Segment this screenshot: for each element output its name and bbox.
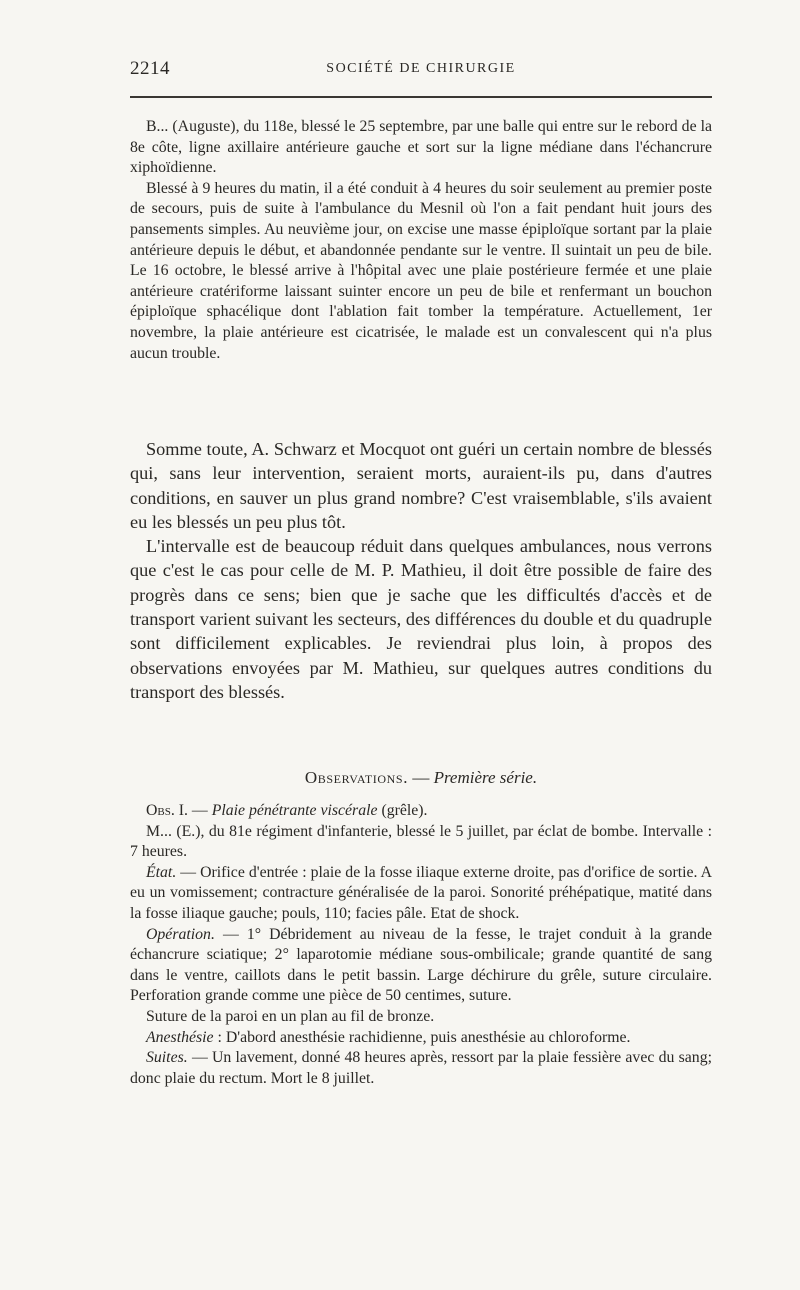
obs-note: (grêle).	[377, 802, 428, 819]
suites-text: — Un lavement, donné 48 heures après, ressort par la plaie fessière avec du sang; donc plaie du rectum. Mort le 8 juillet.	[130, 1049, 712, 1087]
observation-suites	[130, 1048, 712, 1089]
operation-text: — 1° Débridement au niveau de la fesse, le trajet conduit à la grande échancrure sciatique; 2° laparotomie médiane sous-ombilicale; grande quantité de sang dans le ventre, caillots dans le petit bassin. Large déchirure du grêle, suture circulaire. Perforation grande comme une pièce de 50 centimes, suture.	[130, 925, 712, 1005]
operation-label: Opération.	[146, 925, 215, 943]
case-report	[130, 117, 712, 364]
observation-suture: Suture de la paroi en un plan au fil de bronze.	[146, 1007, 435, 1025]
case-report-course: Blessé à 9 heures du matin, il a été conduit à 4 heures du soir seulement au premier poste de secours, puis de suite à l'ambulance du Mesnil où l'on a fait pendant huit jours des pansements simples. Au neuvième jour, on excise une masse épiploïque sortant par la plaie antérieure depuis le début, et abandonnée pendante sur le ventre. Il suintait un peu de bile. Le 16 octobre, le blessé arrive à l'hôpital avec une plaie postérieure fermée et une plaie antérieure cratériforme laissant suinter encore un peu de bile et renfermant un bouchon épiploïque sphacélique dont l'ablation fait tomber la température. Actuellement, 1er novembre, la plaie antérieure est cicatrisée, le malade est un convalescent qui n'a plus aucun trouble.	[130, 179, 712, 362]
observation-1	[130, 801, 712, 1089]
observation-anesthesie	[130, 1028, 712, 1049]
section-series: Première série.	[433, 768, 538, 787]
discussion-paragraph-1: Somme toute, A. Schwarz et Mocquot ont guéri un certain nombre de blessés qui, sans leur intervention, seraient morts, auraient-ils pu, dans d'autres conditions, en sauver un plus grand nombre? C'est vraisemblable, s'ils avaient eu les blessés un peu plus tôt.	[130, 439, 712, 532]
anesthesie-label: Anesthésie	[146, 1028, 214, 1046]
obs-label: Obs. I.	[146, 802, 188, 819]
page-number: 2214	[130, 58, 170, 79]
page-header	[130, 58, 712, 88]
obs-title: Plaie pénétrante viscérale	[211, 802, 378, 819]
anesthesie-text: : D'abord anesthésie rachidienne, puis anesthésie au chloroforme.	[213, 1028, 631, 1046]
section-label: Observations.	[304, 768, 409, 787]
discussion	[130, 437, 712, 704]
discussion-paragraph-2: L'intervalle est de beaucoup réduit dans quelques ambulances, nous verrons que c'est le cas pour celle de M. P. Mathieu, il doit être possible de faire des progrès dans ce sens; bien que je sache que les difficultés d'accès et de transport varient suivant les secteurs, des différences du double et du quadruple sont difficilement explicables. Je reviendrai plus loin, à propos des observations envoyées par M. Mathieu, sur quelques autres conditions du transport des blessés.	[130, 536, 712, 702]
obs-dash: —	[187, 802, 212, 819]
header-rule	[130, 96, 712, 98]
observation-title	[130, 801, 712, 822]
etat-text: — Orifice d'entrée : plaie de la fosse iliaque externe droite, pas d'orifice de sortie. A eu un vomissement; contracture généralisée de la paroi. Sonorité préhépatique, matité dans la fosse iliaque gauche; pouls, 110; facies pâle. Etat de shock.	[130, 863, 712, 922]
observation-patient: M... (E.), du 81e régiment d'infanterie, blessé le 5 juillet, par éclat de bombe. Intervalle : 7 heures.	[130, 822, 712, 861]
observation-etat	[130, 863, 712, 925]
suites-label: Suites.	[146, 1049, 188, 1067]
section-dash: —	[408, 768, 434, 787]
running-title: SOCIÉTÉ DE CHIRURGIE	[326, 61, 516, 76]
section-heading	[130, 768, 712, 788]
etat-label: État.	[146, 863, 177, 881]
case-report-intro: B... (Auguste), du 118e, blessé le 25 septembre, par une balle qui entre sur le rebord de la 8e côte, ligne axillaire antérieure gauche et sort sur la ligne médiane dans l'échancrure xiphoïdienne.	[130, 118, 712, 177]
observation-operation	[130, 925, 712, 1007]
